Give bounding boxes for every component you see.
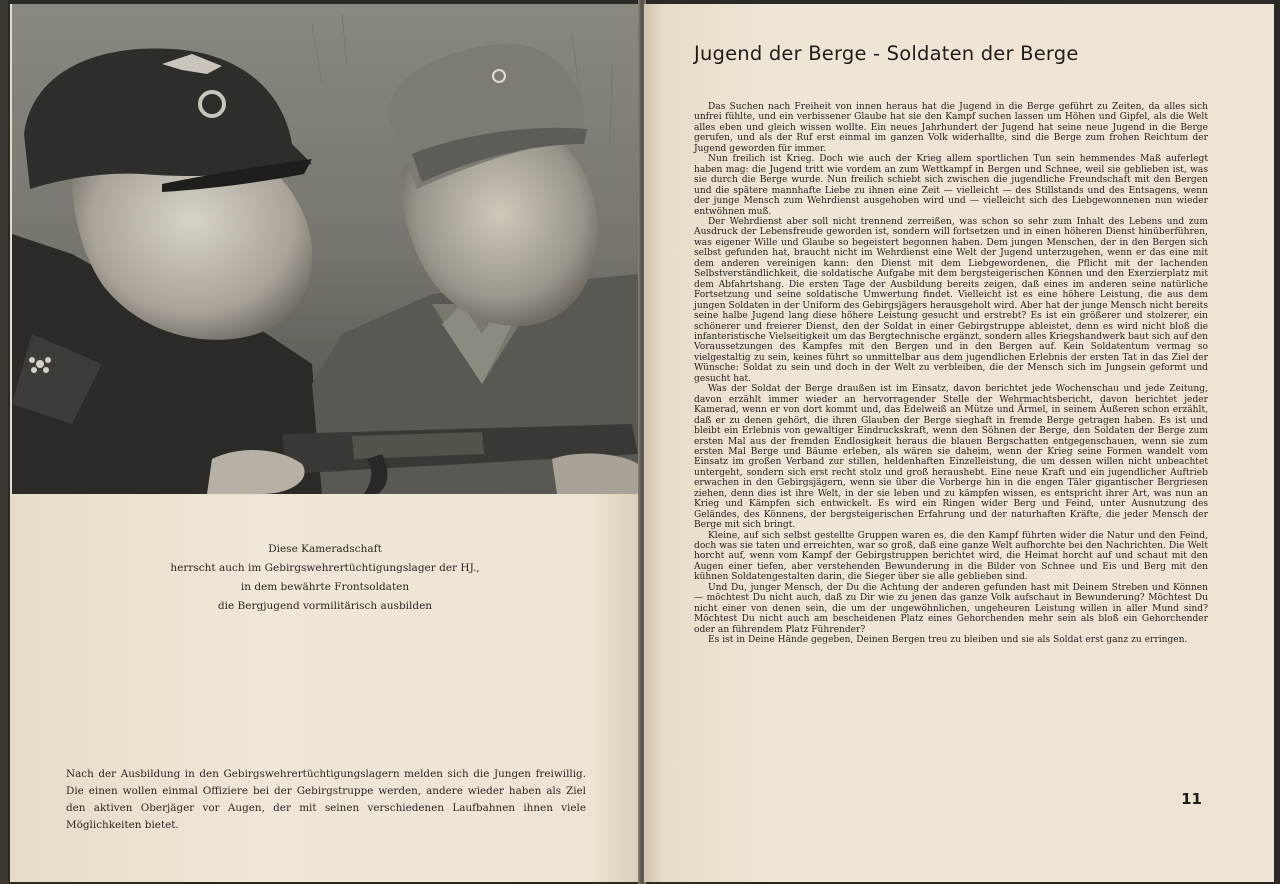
paragraph: Der Wehrdienst aber soll nicht trennend zerreißen, was schon so sehr zum Inhalt des Lebens und zum Ausdruck der Lebensfreude geworden ist, sondern will fortsetzen und in einen höheren Dienst hinüberführen, was eigener Wille und Glaube so begeistert begonnen haben. Dem jungen Menschen, der in den Bergen sich selbst gefunden hat, braucht nicht im Wehrdienst eine Welt der Jugend unterzugehen, wenn er das eine mit dem anderen vereinigen kann: den Dienst mit dem Liebgewordenen, die Pflicht mit der lachenden Selbstverständlichkeit, die soldatische Aufgabe mit dem bergsteigerischen Können und den Exerzierplatz mit dem Abfahrtshang. Die ersten Tage der Ausbildung bereits zeigen, daß eines im anderen seine natürliche Fortsetzung und seine soldatische Umwertung findet. Vielleicht ist es eine höhere Leistung, die aus dem jungen Soldaten in der Uniform des Gebirgsjägers herausgeholt wird. Aber hat der junge Mensch nicht bereits seine halbe Jugend lang diese höhere Leistung gesucht und erstrebt? Es ist ein größerer und stolzerer, ein schönerer und freierer Dienst, den der Soldat in einer Gebirgstruppe ableistet, denn es wird nicht bloß die infanteristische Vielseitigkeit um das Bergtechnische ergänzt, sondern alles Kriegshandwerk baut sich auf den Voraussetzungen des Kampfes mit den Bergen und in den Bergen auf. Kein Soldatentum vermag so vielgestaltig zu sein, keines führt so unmittelbar aus dem jugendlichen Erlebnis der ersten Tat in das Ziel der Wünsche: Soldat zu sein und doch in der Welt zu verbleiben, die der Mensch sich im Jungsein geformt und gesucht hat. bbox=[694, 216, 1208, 384]
paragraph: Und Du, junger Mensch, der Du die Achtung der anderen gefunden hast mit Deinem Streben und Können — möchtest Du nicht auch, daß zu Dir wie zu jenen das ganze Volk aufschaut in Bewunderung? Möchtest Du nicht einer von denen sein, die um der ungewöhnlichen, ungeheuren Leistung willen in aller Mund sind? Möchtest Du nicht auch am bescheidenen Platz eines Gehorchenden mehr sein als bloß ein Gehorchender oder an führendem Platz Führender? bbox=[694, 582, 1208, 635]
left-page bbox=[10, 4, 640, 882]
paragraph: Es ist in Deine Hände gegeben, Deinen Bergen treu zu bleiben und sie als Soldat erst ganz zu erringen. bbox=[708, 635, 1188, 646]
paragraph: Was der Soldat der Berge draußen ist im Einsatz, davon berichtet jede Wochenschau und jede Zeitung, davon erzählt immer wieder an hervorragender Stelle der Wehrmachtsbericht, davon berichtet jeder Kamerad, wenn er von dort kommt und, das Edelweiß an Mütze und Ärmel, in seinem Äußeren schon erzählt, daß er zu denen gehört, die ihren Glauben der Berge sieghaft in fremde Berge getragen haben. Es ist und bleibt ein Erlebnis von gewaltiger Eindruckskraft, wenn den Söhnen der Berge, den Soldaten der Berge zum ersten Mal aus der fremden Endlosigkeit heraus die blauen Bergschatten entgegenschauen, wenn sie zum ersten Mal Berge und Bäume erleben, als wären sie daheim, wenn der Krieg seine Formen wandelt vom Einsatz im großen Verband zur stillen, heldenhaften Einzelleistung, die um dessen willen nicht unbeachtet untergeht, sondern sich erst recht stolz und groß heraushebt. Eine neue Kraft und ein jugendlicher Auftrieb erwachen in den Gebirgsjägern, wenn sie über die Vorberge hin in die engen Täler gigantischer Bergriesen ziehen, denn dies ist ihre Welt, in der sie leben und zu kämpfen wissen, es entspricht ihrer Art, was nun an Krieg und Kämpfen sich entwickelt. Es wird ein Ringen wider Berg und Feind, unter Ausnutzung des Geländes, des Könnens, der bergsteigerischen Erfahrung und der naturhaften Kräfte, die jeder Mensch der Berge mit sich bringt. bbox=[694, 384, 1208, 531]
caption-line: die Bergjugend vormilitärisch ausbilden bbox=[217, 600, 433, 612]
right-page bbox=[644, 4, 1274, 882]
photograph-two-soldiers bbox=[12, 4, 638, 494]
bottom-paragraph: Nach der Ausbildung in den Gebirgswehrertüchtigungslagern melden sich die Jungen freiwillig. Die einen wollen einmal Offiziere bei der Gebirgstruppe werden, andere wieder haben als Ziel den aktiven Oberjäger vor Augen, der mit seinen verschiedenen Laufbahnen ihnen viele Möglichkeiten bietet. bbox=[66, 768, 586, 831]
paragraph: Das Suchen nach Freiheit von innen heraus hat die Jugend in die Berge geführt zu Zeiten, da alles sich unfrei fühlte, und ein verbissener Glaube hat sie den Kampf suchen lassen um Höhen und Gipfel, als die Welt alles eben und gleich wissen wollte. Ein neues Jahrhundert der Jugend hat seine neue Jugend in die Berge gerufen, und als der Ruf erst einmal im ganzen Volk widerhallte, sind die Berge zum frohen Reichtum der Jugend geworden für immer. bbox=[694, 102, 1208, 154]
article-title: Jugend der Berge - Soldaten der Berge bbox=[694, 42, 1079, 65]
caption-line: in dem bewährte Frontsoldaten bbox=[240, 581, 410, 593]
page-number: 11 bbox=[1181, 790, 1202, 808]
paragraph: Kleine, auf sich selbst gestellte Gruppen waren es, die den Kampf führten wider die Natur und den Feind, doch was sie taten und erreichten, war so groß, daß eine ganze Welt aufhorchte bei den Nachrichten. Die Welt horcht auf, wenn vom Kampf der Gebirgstruppen berichtet wird, die Heimat horcht auf und schaut mit den Augen einer tiefen, aber verstehenden Bewunderung in die Bilder von Schnee und Eis und Berg mit den kühnen Soldatengestalten darin, die Sieger über sie alle geblieben sind. bbox=[694, 530, 1208, 583]
caption-line: Diese Kameradschaft bbox=[268, 543, 382, 555]
caption-line: herrscht auch im Gebirgswehrertüchtigungslager der HJ., bbox=[170, 562, 480, 574]
article-body bbox=[694, 102, 1208, 646]
paragraph: Nun freilich ist Krieg. Doch wie auch der Krieg allem sportlichen Tun sein hemmendes Maß auferlegt haben mag: die Jugend tritt wie vordem an zum Wettkampf in Bergen und Schnee, weil sie geblieben ist, was sie durch die Berge wurde. Nun freilich schiebt sich zwischen die jugendliche Freundschaft mit den Bergen und die spätere mannhafte Liebe zu ihnen eine Zeit — vielleicht — des Stillstands und des Entsagens, wenn der junge Mensch zum Wehrdienst ausgehoben wird und — vielleicht sich des Liebgewonnenen nun wieder entwöhnen muß. bbox=[694, 154, 1208, 217]
photo-caption bbox=[50, 540, 600, 616]
photo-illustration bbox=[12, 4, 638, 494]
